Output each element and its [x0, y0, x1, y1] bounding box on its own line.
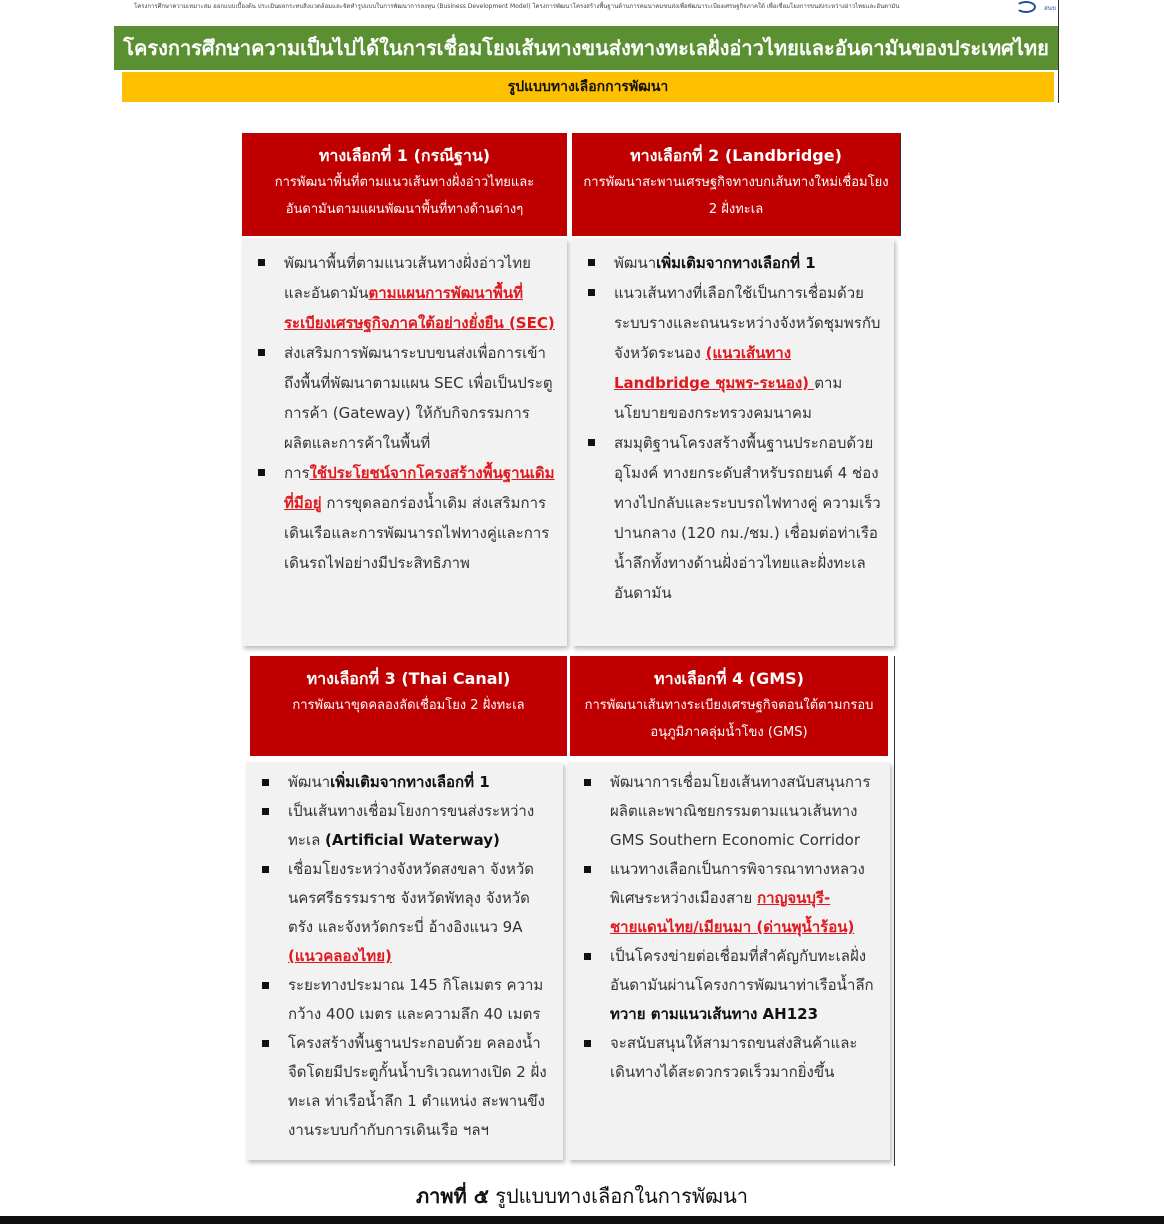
list-item: การใช้ประโยชน์จากโครงสร้างพื้นฐานเดิมที่มีอยู่ การขุดลอกร่องน้ำเดิม ส่งเสริมการเดินเรือและการพัฒนารถไฟทางคู่และการเดินรถไฟอย่างมีประสิทธิภาพ: [250, 458, 557, 578]
option-2-bullets: [572, 238, 894, 608]
list-item: เป็นโครงข่ายต่อเชื่อมที่สำคัญกับทะเลฝั่งอันดามันผ่านโครงการพัฒนาท่าเรือน้ำลึกทวาย ตามแนวเส้นทาง AH123: [576, 942, 880, 1029]
highlight-text: ใช้ประโยชน์จากโครงสร้างพื้นฐานเดิมที่มีอยู่: [284, 464, 555, 512]
option-1-bullets: [242, 238, 567, 578]
project-strip: โครงการศึกษาความเหมาะสม ออกแบบเบื้องต้น ประเมินผลกระทบสิ่งแวดล้อมและจัดทำรูปแบบในการพัฒนาการลงทุน (Business Development Model) โครงการพัฒนาโครงสร้างพื้นฐานด้านการคมนาคมขนส่งเพื่อพัฒนาระเบียงเศรษฐกิจภาคใต้ เพื่อเชื่อมโยงการขนส่งระหว่างอ่าวไทยและอันดามัน: [134, 3, 900, 10]
list-item: สมมุติฐานโครงสร้างพื้นฐานประกอบด้วย อุโมงค์ ทางยกระดับสำหรับรถยนต์ 4 ช่องทางไปกลับและระบบรถไฟทางคู่ ความเร็วปานกลาง (120 กม./ชม.) เชื่อมต่อท่าเรือน้ำลึกทั้งทางด้านฝั่งอ่าวไทยและฝั่งทะเลอันดามัน: [580, 428, 884, 608]
option-4-subtitle: การพัฒนาเส้นทางระเบียงเศรษฐกิจตอนใต้ตามกรอบอนุภูมิภาคลุ่มน้ำโขง (GMS): [584, 698, 874, 740]
option-3-title: ทางเลือกที่ 3 (Thai Canal): [306, 669, 511, 688]
option-2-details: [572, 238, 894, 646]
figure-label: ภาพที่ ๕: [415, 1184, 489, 1208]
list-item: จะสนับสนุนให้สามารถขนส่งสินค้าและเดินทางได้สะดวกรวดเร็วมากยิ่งขึ้น: [576, 1029, 880, 1087]
highlight-text: (แนวเส้นทาง Landbridge ชุมพร-ระนอง): [614, 344, 815, 392]
list-item: พัฒนาพื้นที่ตามแนวเส้นทางฝั่งอ่าวไทยและอันดามันตามแผนการพัฒนาพื้นที่ระเบียงเศรษฐกิจภาคใต้อย่างยั่งยืน (SEC): [250, 248, 557, 338]
divider: [900, 133, 901, 236]
list-item: ส่งเสริมการพัฒนาระบบขนส่งเพื่อการเข้าถึงพื้นที่พัฒนาตามแผน SEC เพื่อเป็นประตูการค้า (Gateway) ให้กับกิจกรรมการผลิตและการค้าในพื้นที่: [250, 338, 557, 458]
slide-title: โครงการศึกษาความเป็นไปได้ในการเชื่อมโยงเส้นทางขนส่งทางทะเลฝั่งอ่าวไทยและอันดามันของประเทศไทย: [114, 26, 1058, 70]
highlight-text: กาญจนบุรี-ชายแดนไทย/เมียนมา (ด่านพุน้ำร้อน): [610, 889, 855, 936]
highlight-text: ตามแผนการพัฒนาพื้นที่ระเบียงเศรษฐกิจภาคใต้อย่างยั่งยืน (SEC): [284, 284, 555, 332]
option-3-details: [246, 762, 563, 1160]
option-1-header: [242, 133, 567, 236]
highlight-text: (แนวคลองไทย): [288, 947, 392, 965]
list-item: พัฒนาเพิ่มเติมจากทางเลือกที่ 1: [254, 768, 553, 797]
list-item: เป็นเส้นทางเชื่อมโยงการขนส่งระหว่างทะเล (Artificial Waterway): [254, 797, 553, 855]
list-item: เชื่อมโยงระหว่างจังหวัดสงขลา จังหวัดนครศรีธรรมราช จังหวัดพัทลุง จังหวัดตรัง และจังหวัดกระบี่ อ้างอิงแนว 9A (แนวคลองไทย): [254, 855, 553, 971]
list-item: ระยะทางประมาณ 145 กิโลเมตร ความกว้าง 400 เมตร และความลึก 40 เมตร: [254, 971, 553, 1029]
option-2-title: ทางเลือกที่ 2 (Landbridge): [630, 146, 842, 165]
option-1-title: ทางเลือกที่ 1 (กรณีฐาน): [318, 146, 491, 165]
option-4-title: ทางเลือกที่ 4 (GMS): [654, 669, 804, 688]
list-item: แนวเส้นทางที่เลือกใช้เป็นการเชื่อมด้วยระบบรางและถนนระหว่างจังหวัดชุมพรกับจังหวัดระนอง (แนวเส้นทาง Landbridge ชุมพร-ระนอง) ตามนโยบายของกระทรวงคมนาคม: [580, 278, 884, 428]
list-item: พัฒนาการเชื่อมโยงเส้นทางสนับสนุนการผลิตและพาณิชยกรรมตามแนวเส้นทาง GMS Southern Economic Corridor: [576, 768, 880, 855]
figure-caption: [0, 1180, 1164, 1212]
slide-subtitle: รูปแบบทางเลือกการพัฒนา: [122, 72, 1054, 102]
agency-logo-text: สนข: [1044, 5, 1056, 12]
option-1-subtitle: การพัฒนาพื้นที่ตามแนวเส้นทางฝั่งอ่าวไทยและอันดามันตามแผนพัฒนาพื้นที่ทางด้านต่างๆ: [274, 175, 535, 217]
option-3-header: [250, 656, 567, 756]
option-3-subtitle: การพัฒนาขุดคลองลัดเชื่อมโยง 2 ฝั่งทะเล: [292, 698, 525, 713]
slide-header: [114, 0, 1059, 103]
divider: [894, 656, 895, 1166]
option-3-bullets: [246, 762, 563, 1145]
option-4-bullets: [568, 762, 890, 1087]
option-2-header: [572, 133, 900, 236]
option-4-header: [570, 656, 888, 756]
list-item: พัฒนาเพิ่มเติมจากทางเลือกที่ 1: [580, 248, 884, 278]
figure-caption-text: รูปแบบทางเลือกในการพัฒนา: [488, 1184, 749, 1208]
page-bottom-bar: [0, 1216, 1164, 1224]
option-2-subtitle: การพัฒนาสะพานเศรษฐกิจทางบกเส้นทางใหม่เชื่อมโยง 2 ฝั่งทะเล: [583, 175, 889, 217]
list-item: โครงสร้างพื้นฐานประกอบด้วย คลองน้ำจืดโดยมีประตูกั้นน้ำบริเวณทางเปิด 2 ฝั่งทะเล ท่าเรือน้ำลึก 1 ตำแหน่ง สะพานขึง งานระบบกำกับการเดินเรือ ฯลฯ: [254, 1029, 553, 1145]
list-item: แนวทางเลือกเป็นการพิจารณาทางหลวงพิเศษระหว่างเมืองสาย กาญจนบุรี-ชายแดนไทย/เมียนมา (ด่านพุน้ำร้อน): [576, 855, 880, 942]
option-4-details: [568, 762, 890, 1160]
agency-logo-icon: [1016, 1, 1036, 13]
option-1-details: [242, 238, 567, 646]
